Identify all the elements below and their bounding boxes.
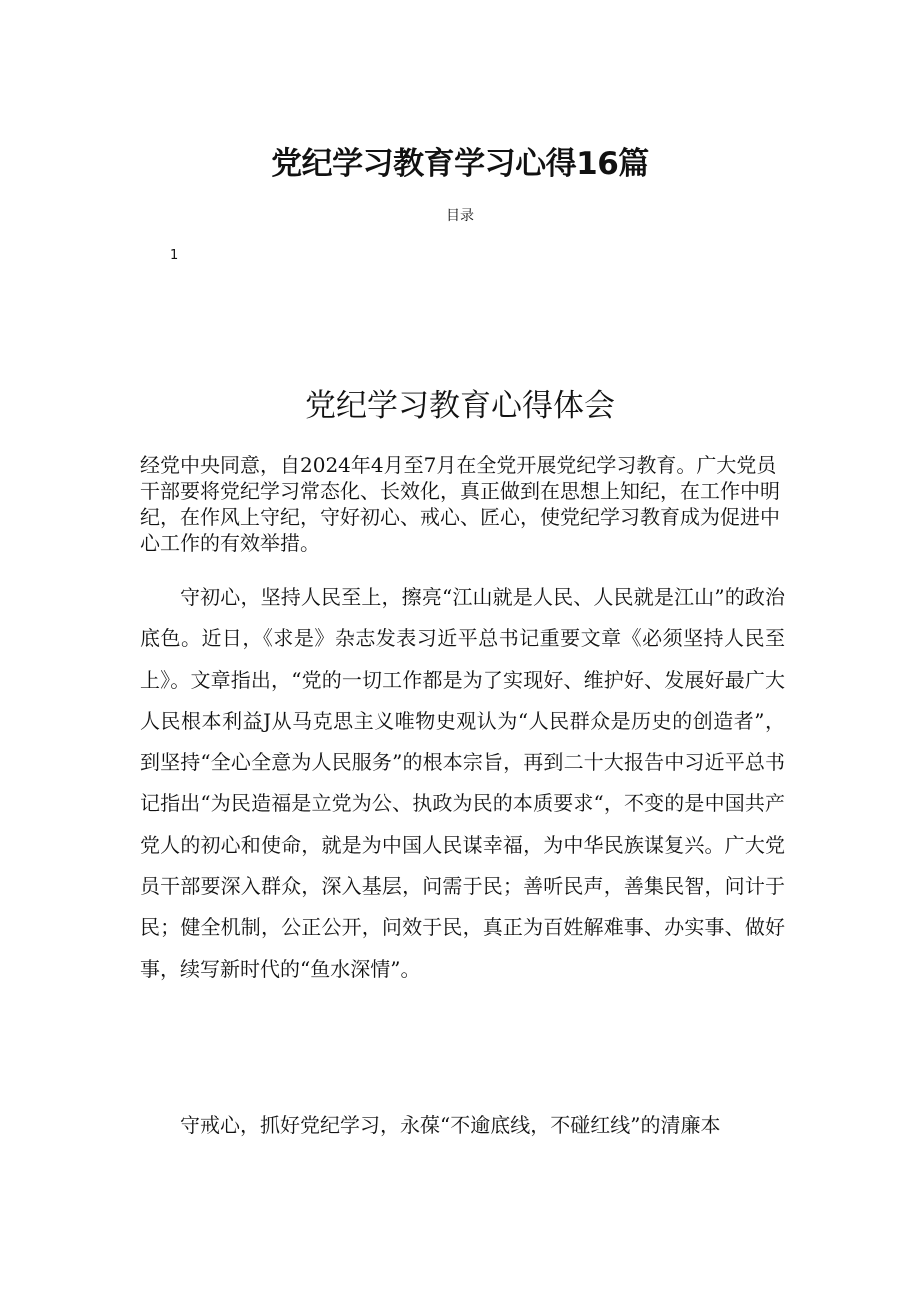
toc-page-number: 1 — [170, 248, 179, 263]
intro-paragraph: 经党中央同意，自2024年4月至7月在全党开展党纪学习教育。广大党员干部要将党纪学习常态化、长效化，真正做到在思想上知纪，在工作中明纪，在作风上守纪，守好初心、戒心、匠心，使党纪学习教育成为促进中心工作的有效举措。 — [140, 453, 780, 555]
document-title: 党纪学习教育学习心得16篇 — [271, 146, 649, 182]
section-title: 党纪学习教育心得体会 — [305, 388, 615, 424]
body-paragraph: 守初心，坚持人民至上，擦亮“江山就是人民、人民就是江山”的政治底色。近日，《求是》杂志发表习近平总书记重要文章《必须坚持人民至上》。文章指出，“党的一切工作都是为了实现好、维护好、发展好最广大人民根本利益J从马克思主义唯物史观认为“人民群众是历史的创造者”，到坚持“全心全意为人民服务”的根本宗旨，再到二十大报告中习近平总书记指出“为民造福是立党为公、执政为民的本质要求“，不变的是中国共产党人的初心和使命，就是为中国人民谋幸福，为中华民族谋复兴。广大党员干部要深入群众，深入基层，问需于民；善听民声，善集民智，问计于民；健全机制，公正公开，问效于民，真正为百姓解难事、办实事、做好事，续写新时代的“鱼水深情”。 — [140, 585, 785, 981]
table-of-contents-label: 目录 — [446, 208, 474, 224]
body-paragraph: 守戒心，抓好党纪学习，永葆“不逾底线，不碰红线”的清廉本 — [180, 1113, 721, 1137]
